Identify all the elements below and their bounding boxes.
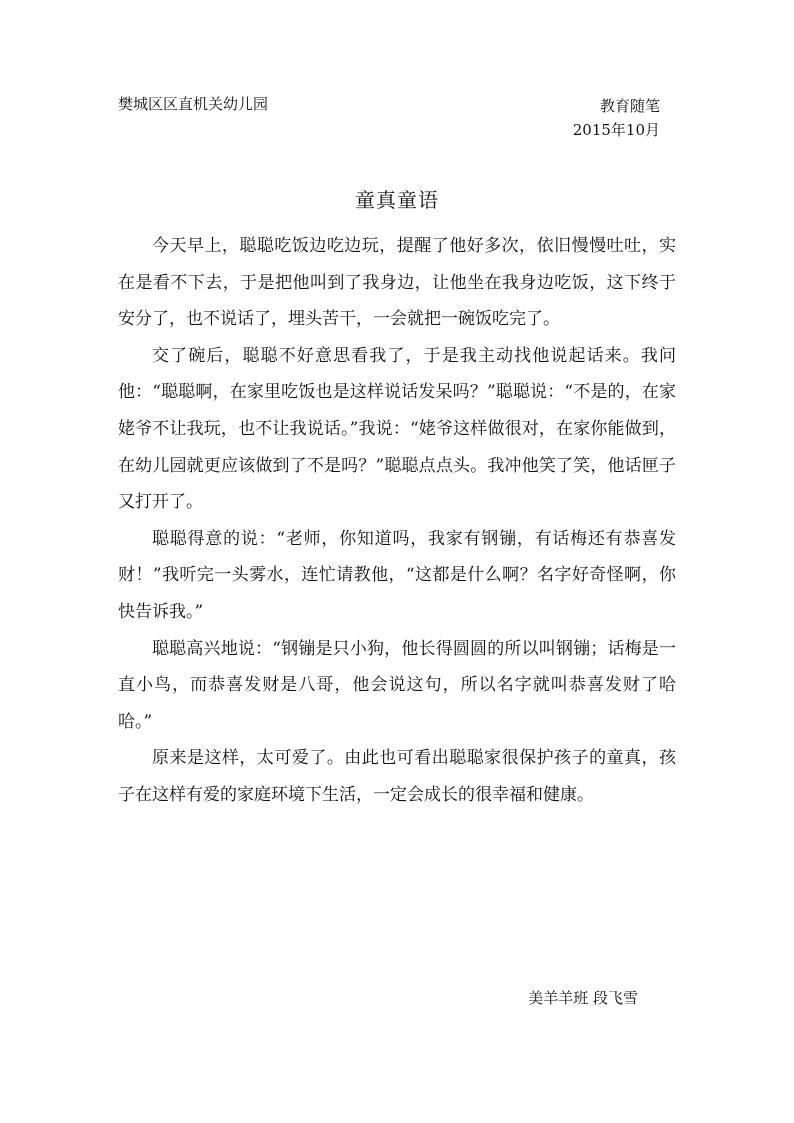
document-date: 2015年10月: [572, 121, 660, 139]
paragraph: 聪聪高兴地说：“钢镚是只小狗，他长得圆圆的所以叫钢镚；话梅是一直小鸟，而恭喜发财是八哥，他会说这句，所以名字就叫恭喜发财了哈哈。”: [118, 638, 676, 732]
header-meta: [560, 94, 660, 142]
document-category: 教育随笔: [599, 97, 660, 115]
paragraph: 交了碗后，聪聪不好意思看我了，于是我主动找他说起话来。我问他：“聪聪啊，在家里吃饭也是这样说话发呆吗？”聪聪说：“不是的，在家姥爷不让我玩，也不让我说话。”我说：“姥爷这样做很对，在家你能做到，在幼儿园就更应该做到了不是吗？”聪聪点点头。我冲他笑了笑，他话匣子又打开了。: [118, 345, 676, 513]
organization-name: 樊城区区直机关幼儿园: [118, 95, 269, 113]
paragraph: 聪聪得意的说：“老师，你知道吗，我家有钢镚，有话梅还有恭喜发财！”我听完一头雾水，连忙请教他，“这都是什么啊？名字好奇怪啊，你快告诉我。”: [118, 528, 676, 622]
paragraph: 今天早上，聪聪吃饭边吃边玩，提醒了他好多次，依旧慢慢吐吐，实在是看不下去，于是把他叫到了我身边，让他坐在我身边吃饭，这下终于安分了，也不说话了，埋头苦干，一会就把一碗饭吃完了。: [118, 236, 676, 330]
document-title: 童真童语: [355, 188, 439, 212]
document-body: [118, 228, 676, 814]
author-signature: 美羊羊班 段飞雪: [528, 989, 638, 1007]
paragraph: 原来是这样，太可爱了。由此也可看出聪聪家很保护孩子的童真，孩子在这样有爱的家庭环境下生活，一定会成长的很幸福和健康。: [118, 748, 676, 805]
